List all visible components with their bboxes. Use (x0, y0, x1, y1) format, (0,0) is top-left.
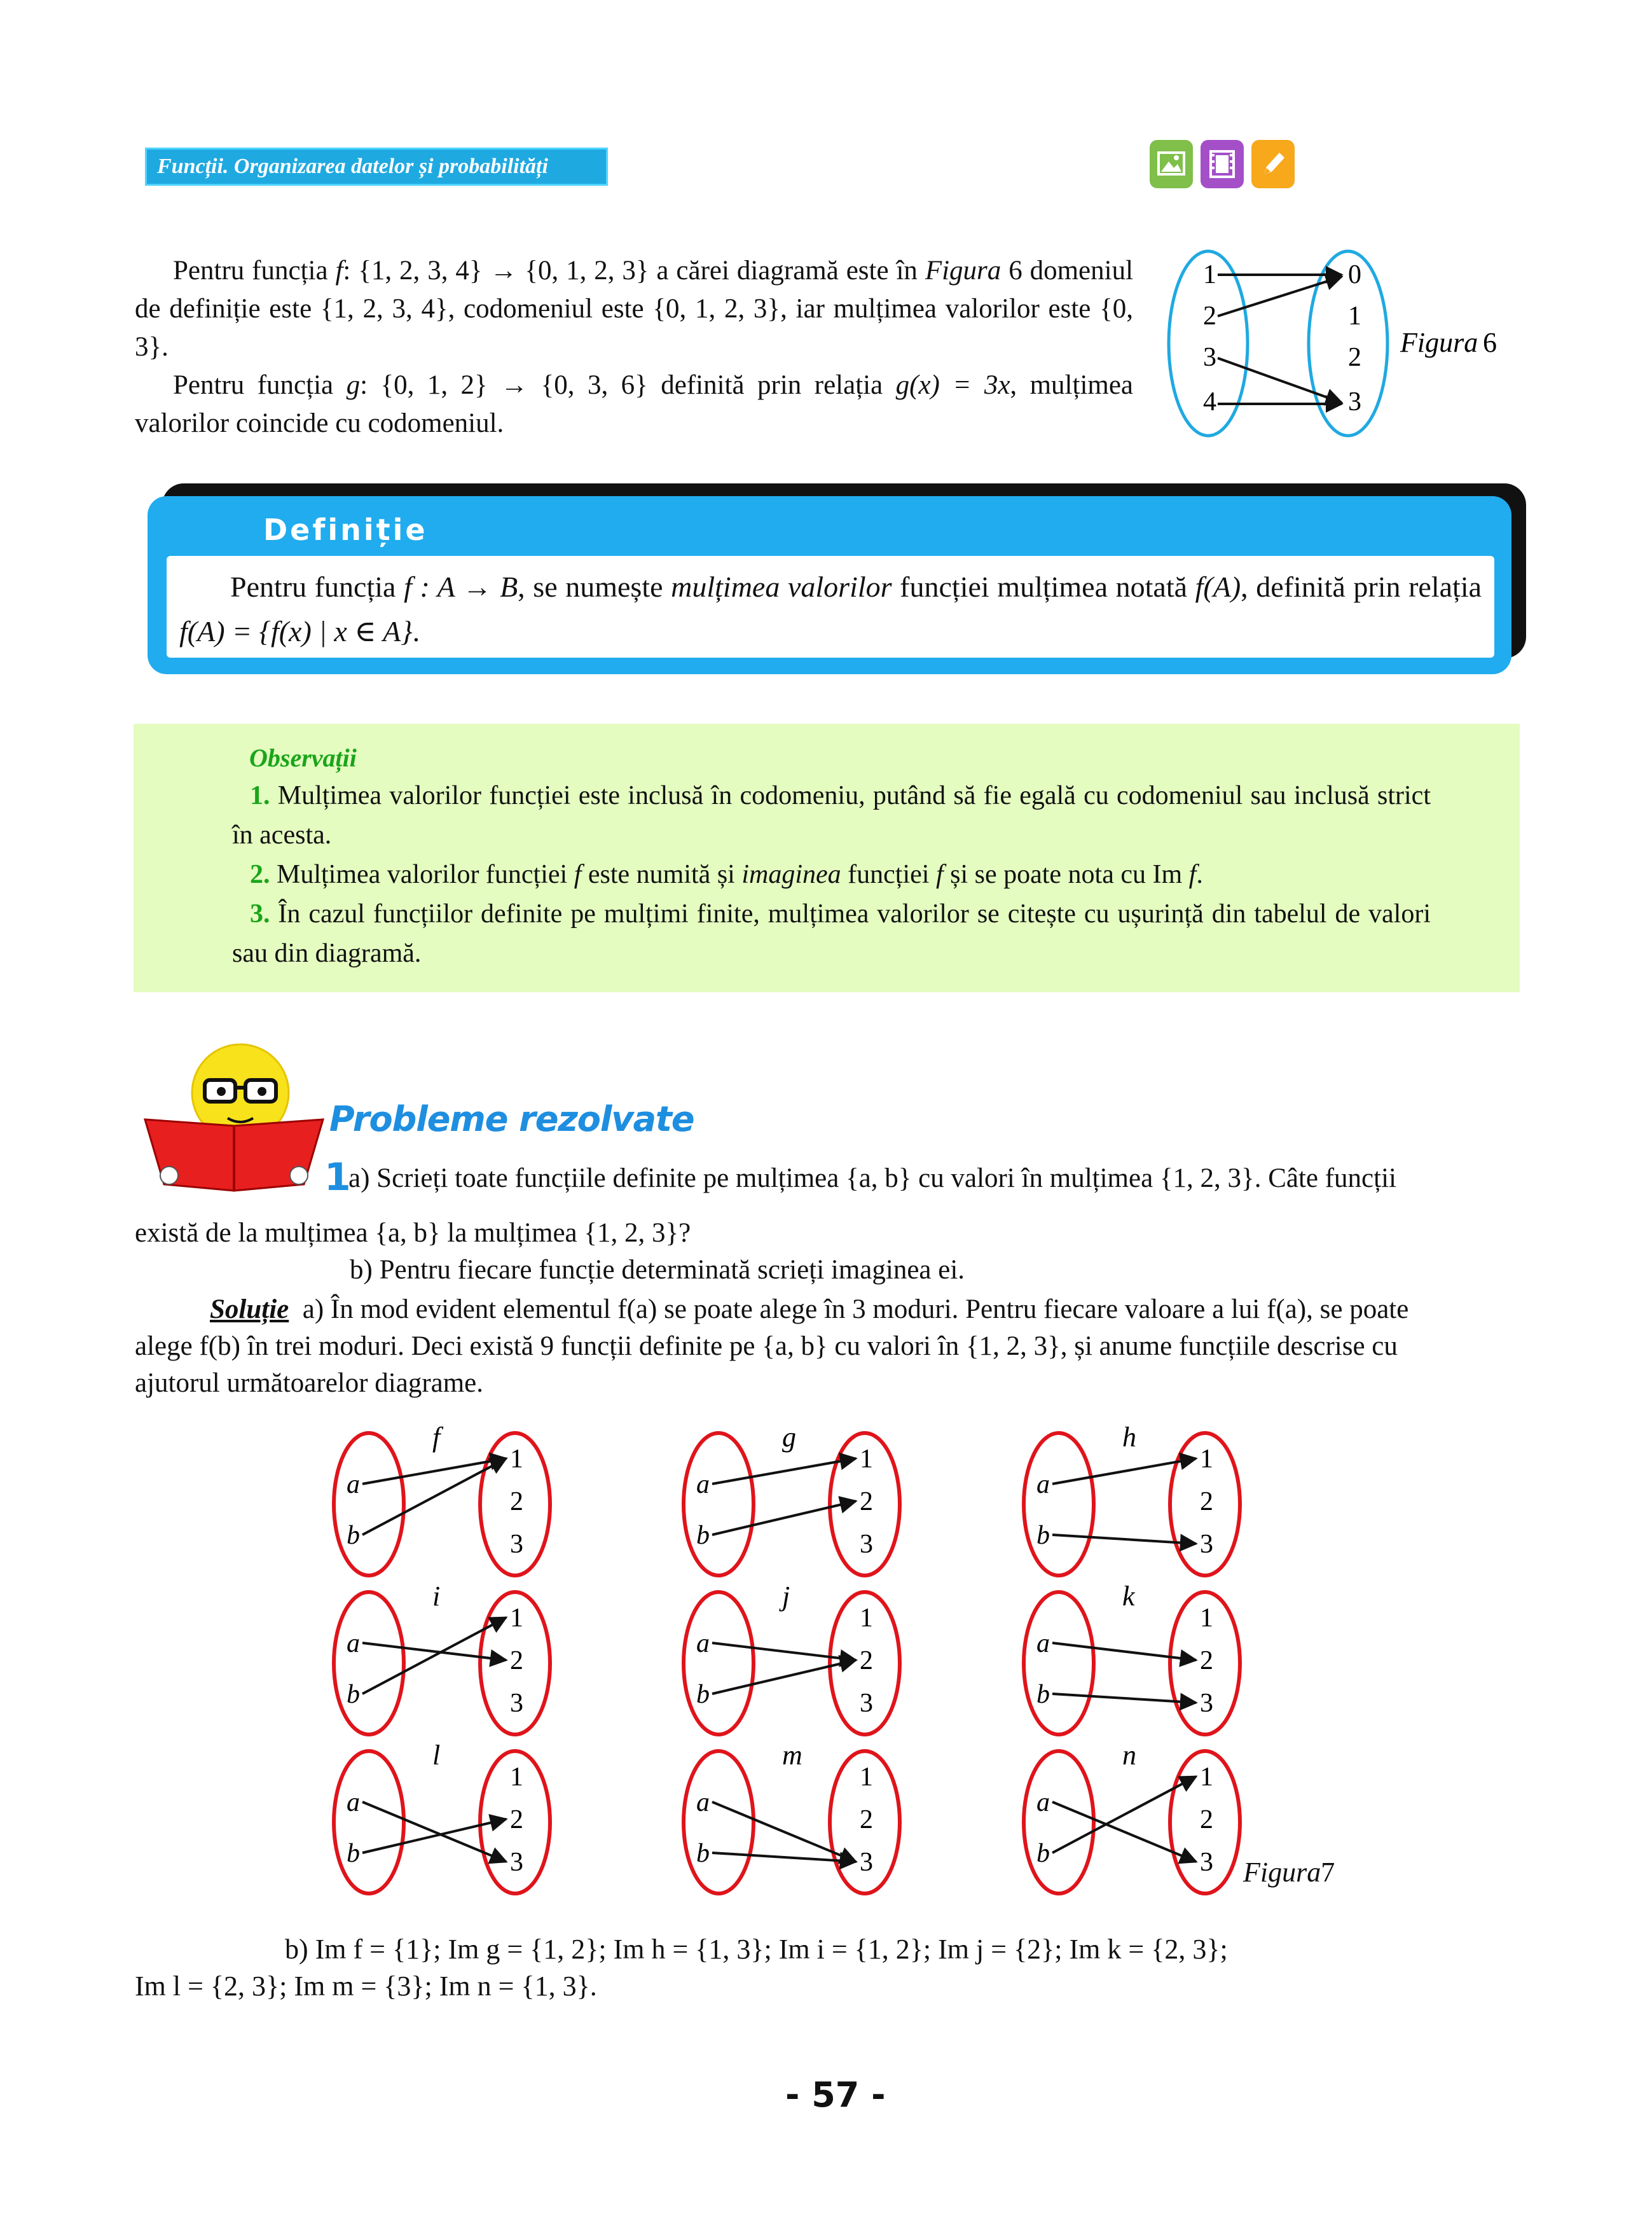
def-text-c: funcției mulțimea notată (900, 571, 1188, 603)
answer-line2: Im l = {2, 3}; Im m = {3}; Im n = {1, 3}. (135, 1970, 597, 2002)
fig7-n-cod-3: 3 (1200, 1848, 1213, 1877)
fig7-n-dom-a: a (1036, 1788, 1050, 1817)
fig7-f-dom-a: a (347, 1470, 360, 1499)
solution-line1 (210, 1291, 1408, 1328)
problems-title: Probleme rezolvate (329, 1099, 694, 1139)
obs-2-c: funcției (848, 860, 930, 889)
fig7-function-name-h: h (1122, 1422, 1136, 1453)
fig7-function-name-f: f (432, 1422, 441, 1453)
intro-p1-c: 6 domeniul de definiție este {1, 2, 3, 4}, codomeniul este {0, 1, 2, 3}, iar mulțimea valorilor este {0, 3}. (135, 256, 1134, 362)
fig7-h-cod-3: 3 (1200, 1530, 1213, 1559)
fig7-n-dom-b: b (1036, 1839, 1050, 1868)
fig7-h-dom-a: a (1036, 1470, 1050, 1499)
fig7-domain-oval-j (684, 1592, 754, 1735)
fig7-arrow-j-b (712, 1660, 856, 1694)
obs-2-f2: f (935, 860, 944, 889)
obs-2-a: Mulțimea valorilor funcției (277, 860, 568, 889)
fig7-j-dom-b: b (696, 1680, 710, 1709)
fig7-k-cod-3: 3 (1200, 1689, 1213, 1718)
fig7-domain-oval-m (684, 1751, 754, 1894)
intro-p1-f: f (335, 256, 343, 286)
fig7-g-dom-a: a (696, 1470, 710, 1499)
intro-p2-a: Pentru funcția (173, 370, 334, 400)
fig7-function-name-n: n (1122, 1740, 1136, 1771)
fig7-f-cod-1: 1 (510, 1444, 523, 1474)
figure6-caption-num: 6 (1483, 327, 1497, 358)
obs-3-num: 3. (250, 899, 270, 929)
problem-line1: a) Scrieți toate funcțiile definite pe mulțimea {a, b} cu valori în mulțimea {1, 2, 3}. Câte funcții (348, 1163, 1396, 1193)
def-text-f: f : A → B (404, 571, 518, 603)
fig7-n-cod-2: 2 (1200, 1805, 1213, 1834)
fig6-dom-3: 3 (1203, 343, 1216, 372)
fig6-cod-3: 3 (1348, 387, 1361, 417)
def-text-e: . (412, 615, 420, 647)
fig7-j-cod-2: 2 (860, 1646, 873, 1675)
problem-line3: b) Pentru fiecare funcție determinată scrieți imaginea ei. (350, 1255, 965, 1285)
fig7-f-cod-3: 3 (510, 1530, 523, 1559)
fig7-j-cod-3: 3 (860, 1689, 873, 1718)
obs-2-e: . (1196, 860, 1203, 889)
fig7-i-dom-a: a (347, 1629, 360, 1658)
fig7-l-cod-3: 3 (510, 1848, 523, 1877)
figure6-caption-word: Figura (1400, 327, 1478, 358)
obs-2-term: imaginea (741, 860, 841, 889)
fig7-arrow-i-a (362, 1643, 506, 1660)
fig7-k-dom-a: a (1036, 1629, 1050, 1658)
fig7-g-dom-b: b (696, 1521, 710, 1550)
problem-line2: există de la mulțimea {a, b} la mulțimea {1, 2, 3}? (135, 1218, 691, 1248)
fig7-domain-oval-f (334, 1433, 404, 1575)
fig7-i-cod-3: 3 (510, 1689, 523, 1718)
pencil-icon[interactable] (1251, 140, 1295, 188)
answer-line1: b) Im f = {1}; Im g = {1, 2}; Im h = {1, 3}; Im i = {1, 2}; Im j = {2}; Im k = {2, 3}; (285, 1934, 1228, 1965)
film-icon[interactable] (1201, 140, 1244, 188)
fig7-function-name-l: l (432, 1740, 441, 1771)
fig7-domain-oval-l (334, 1751, 404, 1894)
obs-1-text: Mulțimea valorilor funcției este inclusă în codomeniu, putând să fie egală cu codomeniul sau inclusă strict în acesta. (232, 781, 1431, 850)
fig7-j-cod-1: 1 (860, 1603, 873, 1633)
image-icon[interactable] (1150, 140, 1193, 188)
fig6-cod-0: 0 (1348, 260, 1361, 289)
fig7-m-dom-a: a (696, 1788, 710, 1817)
fig7-arrow-n-b (1052, 1776, 1196, 1853)
figure7-caption (1243, 1856, 1335, 1888)
fig7-k-cod-1: 1 (1200, 1603, 1213, 1633)
fig6-dom-1: 1 (1203, 260, 1216, 289)
fig7-arrow-i-b (362, 1617, 506, 1694)
fig7-arrow-g-b (712, 1501, 856, 1535)
fig6-dom-4: 4 (1203, 387, 1216, 417)
fig6-cod-2: 2 (1348, 343, 1361, 372)
fig7-i-dom-b: b (347, 1680, 360, 1709)
fig7-function-name-i: i (432, 1581, 441, 1612)
fig7-l-cod-1: 1 (510, 1762, 523, 1792)
observations-title: Observații (249, 744, 357, 772)
fig7-arrow-n-a (1052, 1802, 1196, 1862)
obs-2-num: 2. (250, 860, 270, 889)
fig7-n-cod-1: 1 (1200, 1762, 1213, 1792)
obs-2-d: și se poate nota cu Im (950, 860, 1183, 889)
fig7-domain-oval-h (1024, 1433, 1094, 1575)
fig7-g-cod-2: 2 (860, 1487, 873, 1516)
fig7-l-dom-a: a (347, 1788, 360, 1817)
fig7-l-cod-2: 2 (510, 1805, 523, 1834)
solution-text-1: a) În mod evident elementul f(a) se poate alege în 3 moduri. Pentru fiecare valoare a lui f(a), se poate (302, 1294, 1409, 1324)
intro-p1-a: Pentru funcția (173, 256, 328, 286)
fig7-arrow-l-a (362, 1802, 506, 1862)
fig7-domain-oval-i (334, 1592, 404, 1735)
fig7-g-cod-1: 1 (860, 1444, 873, 1474)
obs-2-f3: f (1188, 860, 1197, 889)
figure7-caption-num: 7 (1321, 1857, 1335, 1888)
obs-1-num: 1. (250, 781, 270, 810)
intro-p2-b: : {0, 1, 2} → {0, 3, 6} definită prin relația (360, 370, 883, 400)
fig7-m-cod-2: 2 (860, 1805, 873, 1834)
definition-text (167, 556, 1494, 658)
def-text-a: Pentru funcția (230, 571, 396, 603)
fig7-arrow-l-b (362, 1819, 506, 1853)
reading-mascot-icon (139, 1043, 329, 1196)
intro-p1-fig: Figura (925, 256, 1002, 286)
fig7-k-cod-2: 2 (1200, 1646, 1213, 1675)
intro-p2-rel: g(x) = 3x (895, 370, 1010, 400)
intro-p2-c: , mulțimea valorilor coincide cu codomeniul. (135, 370, 1134, 438)
fig7-function-name-m: m (782, 1740, 802, 1771)
fig7-domain-oval-k (1024, 1592, 1094, 1735)
fig7-m-dom-b: b (696, 1839, 710, 1868)
fig7-arrow-k-a (1052, 1643, 1196, 1660)
obs-2-b: este numită și (588, 860, 735, 889)
solution-label: Soluție (210, 1294, 289, 1324)
definition-title: Definiție (263, 513, 428, 547)
intro-p1-b: : {1, 2, 3, 4} → {0, 1, 2, 3} a cărei diagramă este în (343, 256, 918, 286)
problem-number: 1 (324, 1155, 351, 1200)
fig6-arrow-3-3 (1218, 358, 1342, 403)
fig7-function-name-k: k (1122, 1581, 1135, 1612)
def-fa: f(A) (1195, 571, 1241, 603)
fig6-cod-1: 1 (1348, 301, 1361, 331)
def-text-b: , se numește (518, 571, 663, 603)
fig7-g-cod-3: 3 (860, 1530, 873, 1559)
fig7-f-cod-2: 2 (510, 1487, 523, 1516)
intro-p2-g: g (346, 370, 361, 400)
fig7-function-name-g: g (782, 1422, 796, 1453)
fig7-j-dom-a: a (696, 1629, 710, 1658)
fig7-arrow-m-a (712, 1802, 856, 1862)
fig7-arrow-j-a (712, 1643, 856, 1660)
figure7-caption-word: Figura (1243, 1857, 1321, 1888)
fig7-domain-oval-n (1024, 1751, 1094, 1894)
fig7-function-name-j: j (782, 1581, 790, 1612)
obs-3-text: În cazul funcțiilor definite pe mulțimi finite, mulțimea valorilor se citește cu ușurință din tabelul de valori sau din diagramă. (232, 899, 1431, 968)
def-term: mulțimea valorilor (671, 571, 892, 603)
chapter-title: Funcții. Organizarea datelor și probabilități (145, 148, 608, 186)
fig7-m-cod-3: 3 (860, 1848, 873, 1877)
fig7-f-dom-b: b (347, 1521, 360, 1550)
def-text-d: , definită prin relația (1241, 571, 1482, 603)
solution-line2: alege f(b) în trei moduri. Deci există 9 funcții definite pe {a, b} cu valori în {1, 2, 3}, și anume funcțiile descrise cu (135, 1331, 1398, 1361)
observations-list (232, 776, 1431, 973)
solution-line3: ajutorul următoarelor diagrame. (135, 1368, 484, 1398)
fig7-h-dom-b: b (1036, 1521, 1050, 1550)
intro-text (135, 252, 1133, 443)
fig7-h-cod-1: 1 (1200, 1444, 1213, 1474)
fig7-l-dom-b: b (347, 1839, 360, 1868)
fig7-m-cod-1: 1 (860, 1762, 873, 1792)
obs-2-f1: f (574, 860, 582, 889)
fig7-k-dom-b: b (1036, 1680, 1050, 1709)
fig7-domain-oval-g (684, 1433, 754, 1575)
fig6-dom-2: 2 (1203, 301, 1216, 331)
fig7-i-cod-2: 2 (510, 1646, 523, 1675)
fig7-i-cod-1: 1 (510, 1603, 523, 1633)
figure7-diagrams (312, 1412, 1393, 1921)
figure6-diagram (1157, 245, 1564, 442)
page-number: - 57 - (785, 2075, 886, 2115)
def-rel: f(A) = {f(x) | x ∈ A} (179, 615, 413, 647)
fig7-h-cod-2: 2 (1200, 1487, 1213, 1516)
